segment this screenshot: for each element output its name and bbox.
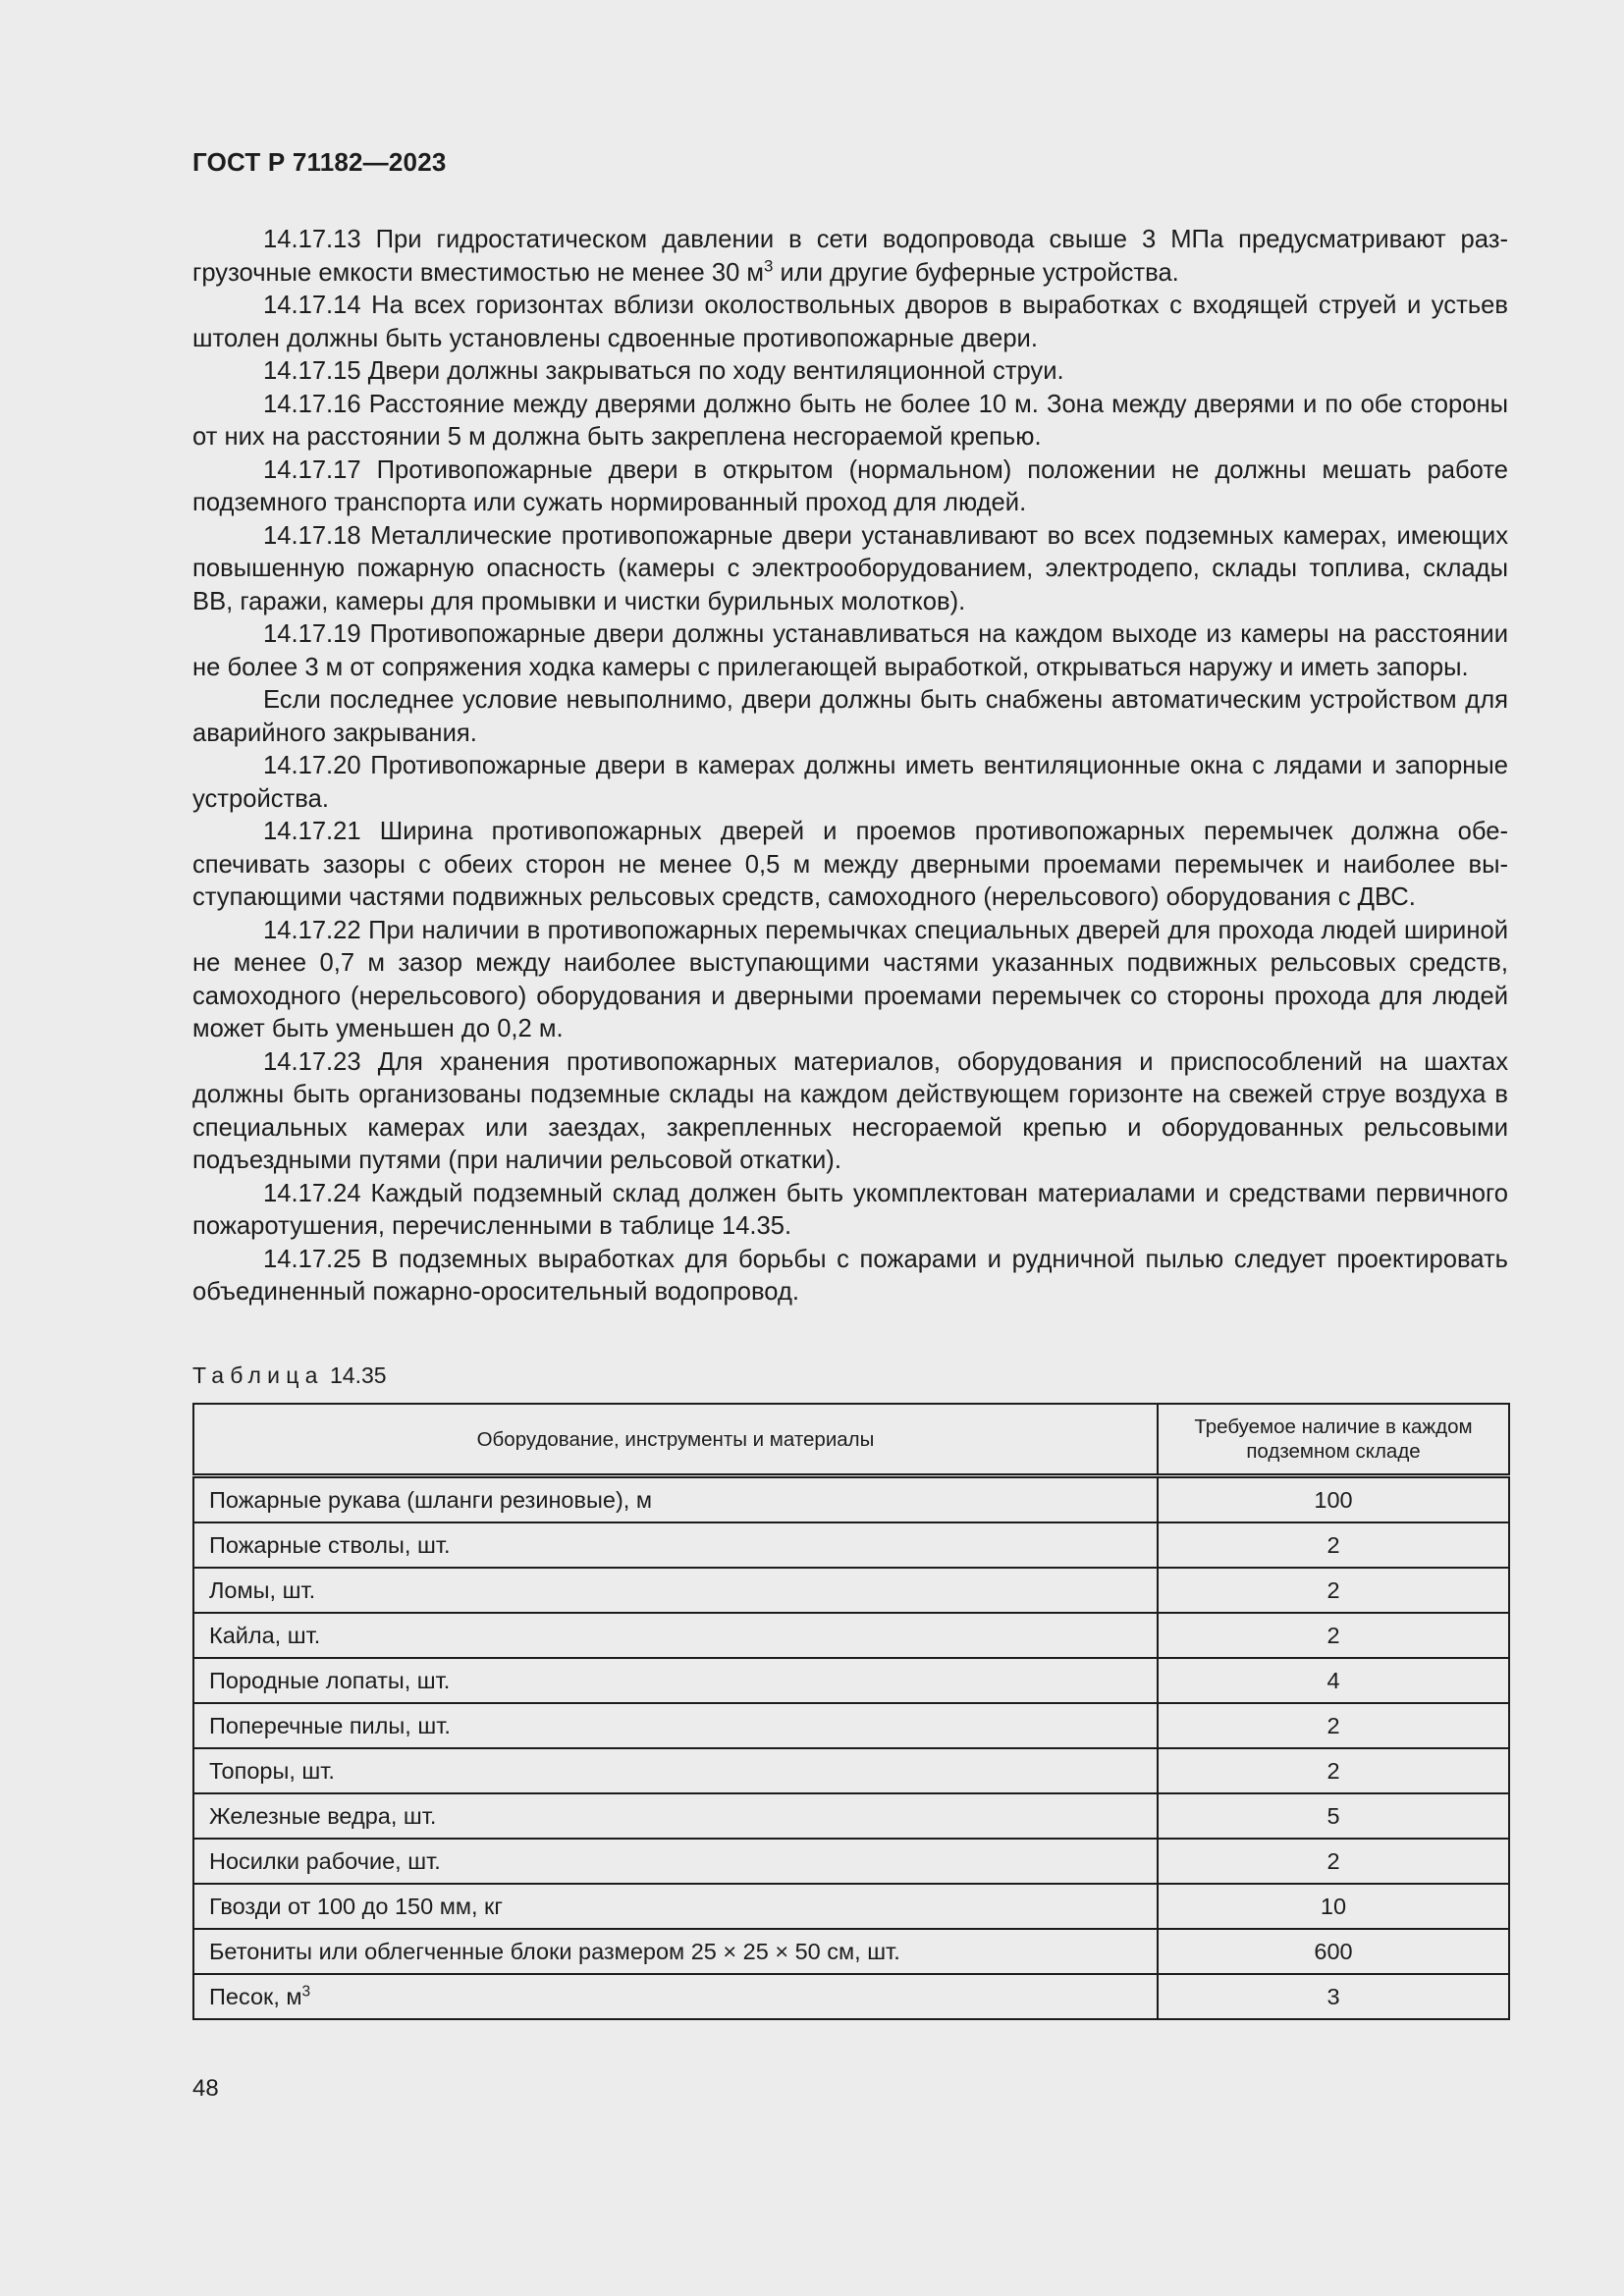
table-header-item: Оборудование, инструменты и материалы <box>193 1404 1158 1476</box>
table-cell-qty: 2 <box>1158 1613 1509 1658</box>
table-caption-word: Таблица <box>192 1362 324 1388</box>
table-row <box>193 1522 1509 1568</box>
table-cell-item: Кайла, шт. <box>193 1613 1158 1658</box>
document-header: ГОСТ Р 71182—2023 <box>192 147 447 177</box>
paragraph: 14.17.19 Противопожарные двери должны устанавливаться на каждом выходе из камеры на расстоянии не более 3 м от сопряжения ходка камеры с прилегающей выработкой, открываться наружу и иметь запоры. <box>192 620 1508 681</box>
table-cell-qty: 2 <box>1158 1522 1509 1568</box>
paragraph: 14.17.15 Двери должны закрываться по ходу вентиляционной струи. <box>263 357 1064 385</box>
paragraph: 14.17.16 Расстояние между дверями должно быть не более 10 м. Зона между дверями и по обе стороны от них на расстоянии 5 м должна быть закреплена несгораемой крепью. <box>192 390 1508 451</box>
paragraph: 14.17.22 При наличии в противопожарных перемычках специальных дверей для прохода людей шириной не менее 0,7 м зазор между наиболее выступающими частями указанных подвижных рельсовых средств, самоходного (нерельсового) оборудования и дверными проемами перемычек со стороны прохода для людей может быть уменьшен до 0,2 м. <box>192 916 1508 1042</box>
table-cell-qty: 10 <box>1158 1884 1509 1929</box>
table-cell-item: Песок, $м^3$ <box>193 1974 1158 2019</box>
table-header-qty: Требуемое наличие в каждом подземном складе <box>1158 1404 1509 1476</box>
table-cell-item: Поперечные пилы, шт. <box>193 1703 1158 1748</box>
table-row <box>193 1568 1509 1613</box>
table-row <box>193 1974 1509 2019</box>
table-cell-item: Ломы, шт. <box>193 1568 1158 1613</box>
table-cell-qty: 2 <box>1158 1568 1509 1613</box>
paragraph: 14.17.25 В подземных выработках для борьбы с пожарами и рудничной пылью следует проектировать объединенный пожарно-оросительный водопровод. <box>192 1245 1508 1306</box>
table-cell-item: Гвозди от 100 до 150 мм, кг <box>193 1884 1158 1929</box>
table-caption-number: 14.35 <box>329 1362 387 1388</box>
body-text <box>192 224 1508 1309</box>
table-row <box>193 1884 1509 1929</box>
table-row <box>193 1839 1509 1884</box>
paragraph: Если последнее условие невыполнимо, двери должны быть снабжены автоматическим устройством для аварийного закрывания. <box>192 686 1508 747</box>
table-cell-qty: 2 <box>1158 1839 1509 1884</box>
paragraph: 14.17.17 Противопожарные двери в открытом (нормальном) положении не должны мешать работе подземного транспорта или сужать нормированный проход для людей. <box>192 455 1508 516</box>
table-cell-qty: 2 <box>1158 1748 1509 1793</box>
paragraph: 14.17.14 На всех горизонтах вблизи околоствольных дворов в выработках с входящей струей и устьев штолен должны быть установлены сдвоенные противопожарные двери. <box>192 292 1508 352</box>
paragraph: 14.17.13 При гидростатическом давлении в сети водопровода свыше 3 МПа предусматривают разгрузочные емкости вместимостью не менее 30 $м^3$ или другие буферные устройства. <box>192 226 1508 287</box>
table-cell-qty: 3 <box>1158 1974 1509 2019</box>
paragraph: 14.17.24 Каждый подземный склад должен быть укомплектован материалами и средствами первичного пожаротушения, перечисленными в таблице 14.35. <box>192 1179 1508 1240</box>
table-cell-item: Пожарные стволы, шт. <box>193 1522 1158 1568</box>
table-caption <box>192 1362 387 1389</box>
table-cell-qty: 4 <box>1158 1658 1509 1703</box>
table-header-row <box>193 1404 1509 1476</box>
table-cell-item: Породные лопаты, шт. <box>193 1658 1158 1703</box>
table-row <box>193 1748 1509 1793</box>
table-row <box>193 1793 1509 1839</box>
table-cell-qty: 2 <box>1158 1703 1509 1748</box>
table-cell-qty: 600 <box>1158 1929 1509 1974</box>
paragraph: 14.17.18 Металлические противопожарные двери устанавливают во всех подземных камерах, имеющих повышенную пожарную опасность (камеры с электрооборудованием, электродепо, склады топлива, склады ВВ, гаражи, камеры для промывки и чистки бурильных молотков). <box>192 521 1508 615</box>
table-row <box>193 1613 1509 1658</box>
table-cell-item: Топоры, шт. <box>193 1748 1158 1793</box>
table-row <box>193 1703 1509 1748</box>
table-cell-item: Носилки рабочие, шт. <box>193 1839 1158 1884</box>
table-cell-item: Железные ведра, шт. <box>193 1793 1158 1839</box>
table-cell-qty: 100 <box>1158 1476 1509 1523</box>
table-cell-item: Пожарные рукава (шланги резиновые), м <box>193 1476 1158 1523</box>
table-cell-qty: 5 <box>1158 1793 1509 1839</box>
page-number: 48 <box>192 2075 219 2102</box>
paragraph: 14.17.20 Противопожарные двери в камерах должны иметь вентиляционные окна с лядами и запорные устройства. <box>192 752 1508 813</box>
table-cell-item: Бетониты или облегченные блоки размером 25 × 25 × 50 см, шт. <box>193 1929 1158 1974</box>
equipment-table <box>192 1403 1510 2020</box>
table-row <box>193 1658 1509 1703</box>
table-row <box>193 1929 1509 1974</box>
paragraph: 14.17.23 Для хранения противопожарных материалов, оборудования и приспособлений на шахтах должны быть организованы подземные склады на каждом действующем горизонте на свежей струе воздуха в специальных камерах или заездах, закрепленных несгораемой крепью и оборудованных рельсовыми подъездными путями (при наличии рельсовой откатки). <box>192 1047 1508 1174</box>
table-row <box>193 1476 1509 1523</box>
paragraph: 14.17.21 Ширина противопожарных дверей и проемов противопожарных перемычек должна обеспечивать зазоры с обеих сторон не менее 0,5 м между дверными проемами перемычек и наиболее выступающими частями подвижных рельсовых средств, самоходного (нерельсового) оборудования с ДВС. <box>192 818 1508 911</box>
